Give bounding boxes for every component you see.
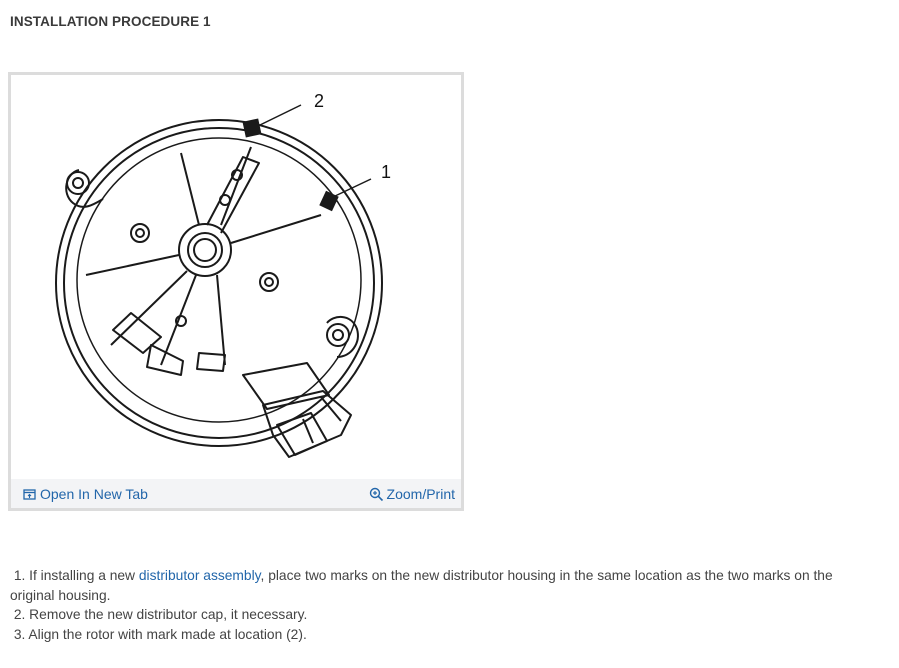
step-2-text: 2. Remove the new distributor cap, it necessary.	[13, 607, 308, 622]
step-1-text-suffix: , place two marks on the new distributor housing in the same location as the two marks on the original housing.	[10, 568, 833, 603]
step-3	[10, 625, 880, 645]
zoom-print-label: Zoom/Print	[386, 486, 455, 502]
zoom-print-link[interactable]	[369, 486, 455, 502]
callout-2: 2	[314, 91, 325, 111]
procedure-steps	[10, 566, 880, 644]
distributor-housing-illustration	[11, 75, 461, 478]
open-in-new-tab-label: Open In New Tab	[40, 486, 148, 502]
figure-toolbar	[11, 479, 461, 508]
page-heading: INSTALLATION PROCEDURE 1	[10, 14, 211, 29]
distributor-assembly-link[interactable]: distributor assembly	[138, 568, 261, 583]
open-in-new-tab-link[interactable]	[23, 486, 148, 502]
zoom-in-icon	[369, 487, 384, 502]
callout-1: 1	[381, 162, 392, 182]
open-new-tab-icon	[23, 488, 36, 501]
step-2	[10, 605, 880, 625]
step-1-text-prefix: 1. If installing a new	[13, 568, 139, 583]
step-3-text: 3. Align the rotor with mark made at location (2).	[13, 626, 307, 642]
step-1	[10, 566, 880, 605]
figure-panel	[8, 72, 464, 511]
